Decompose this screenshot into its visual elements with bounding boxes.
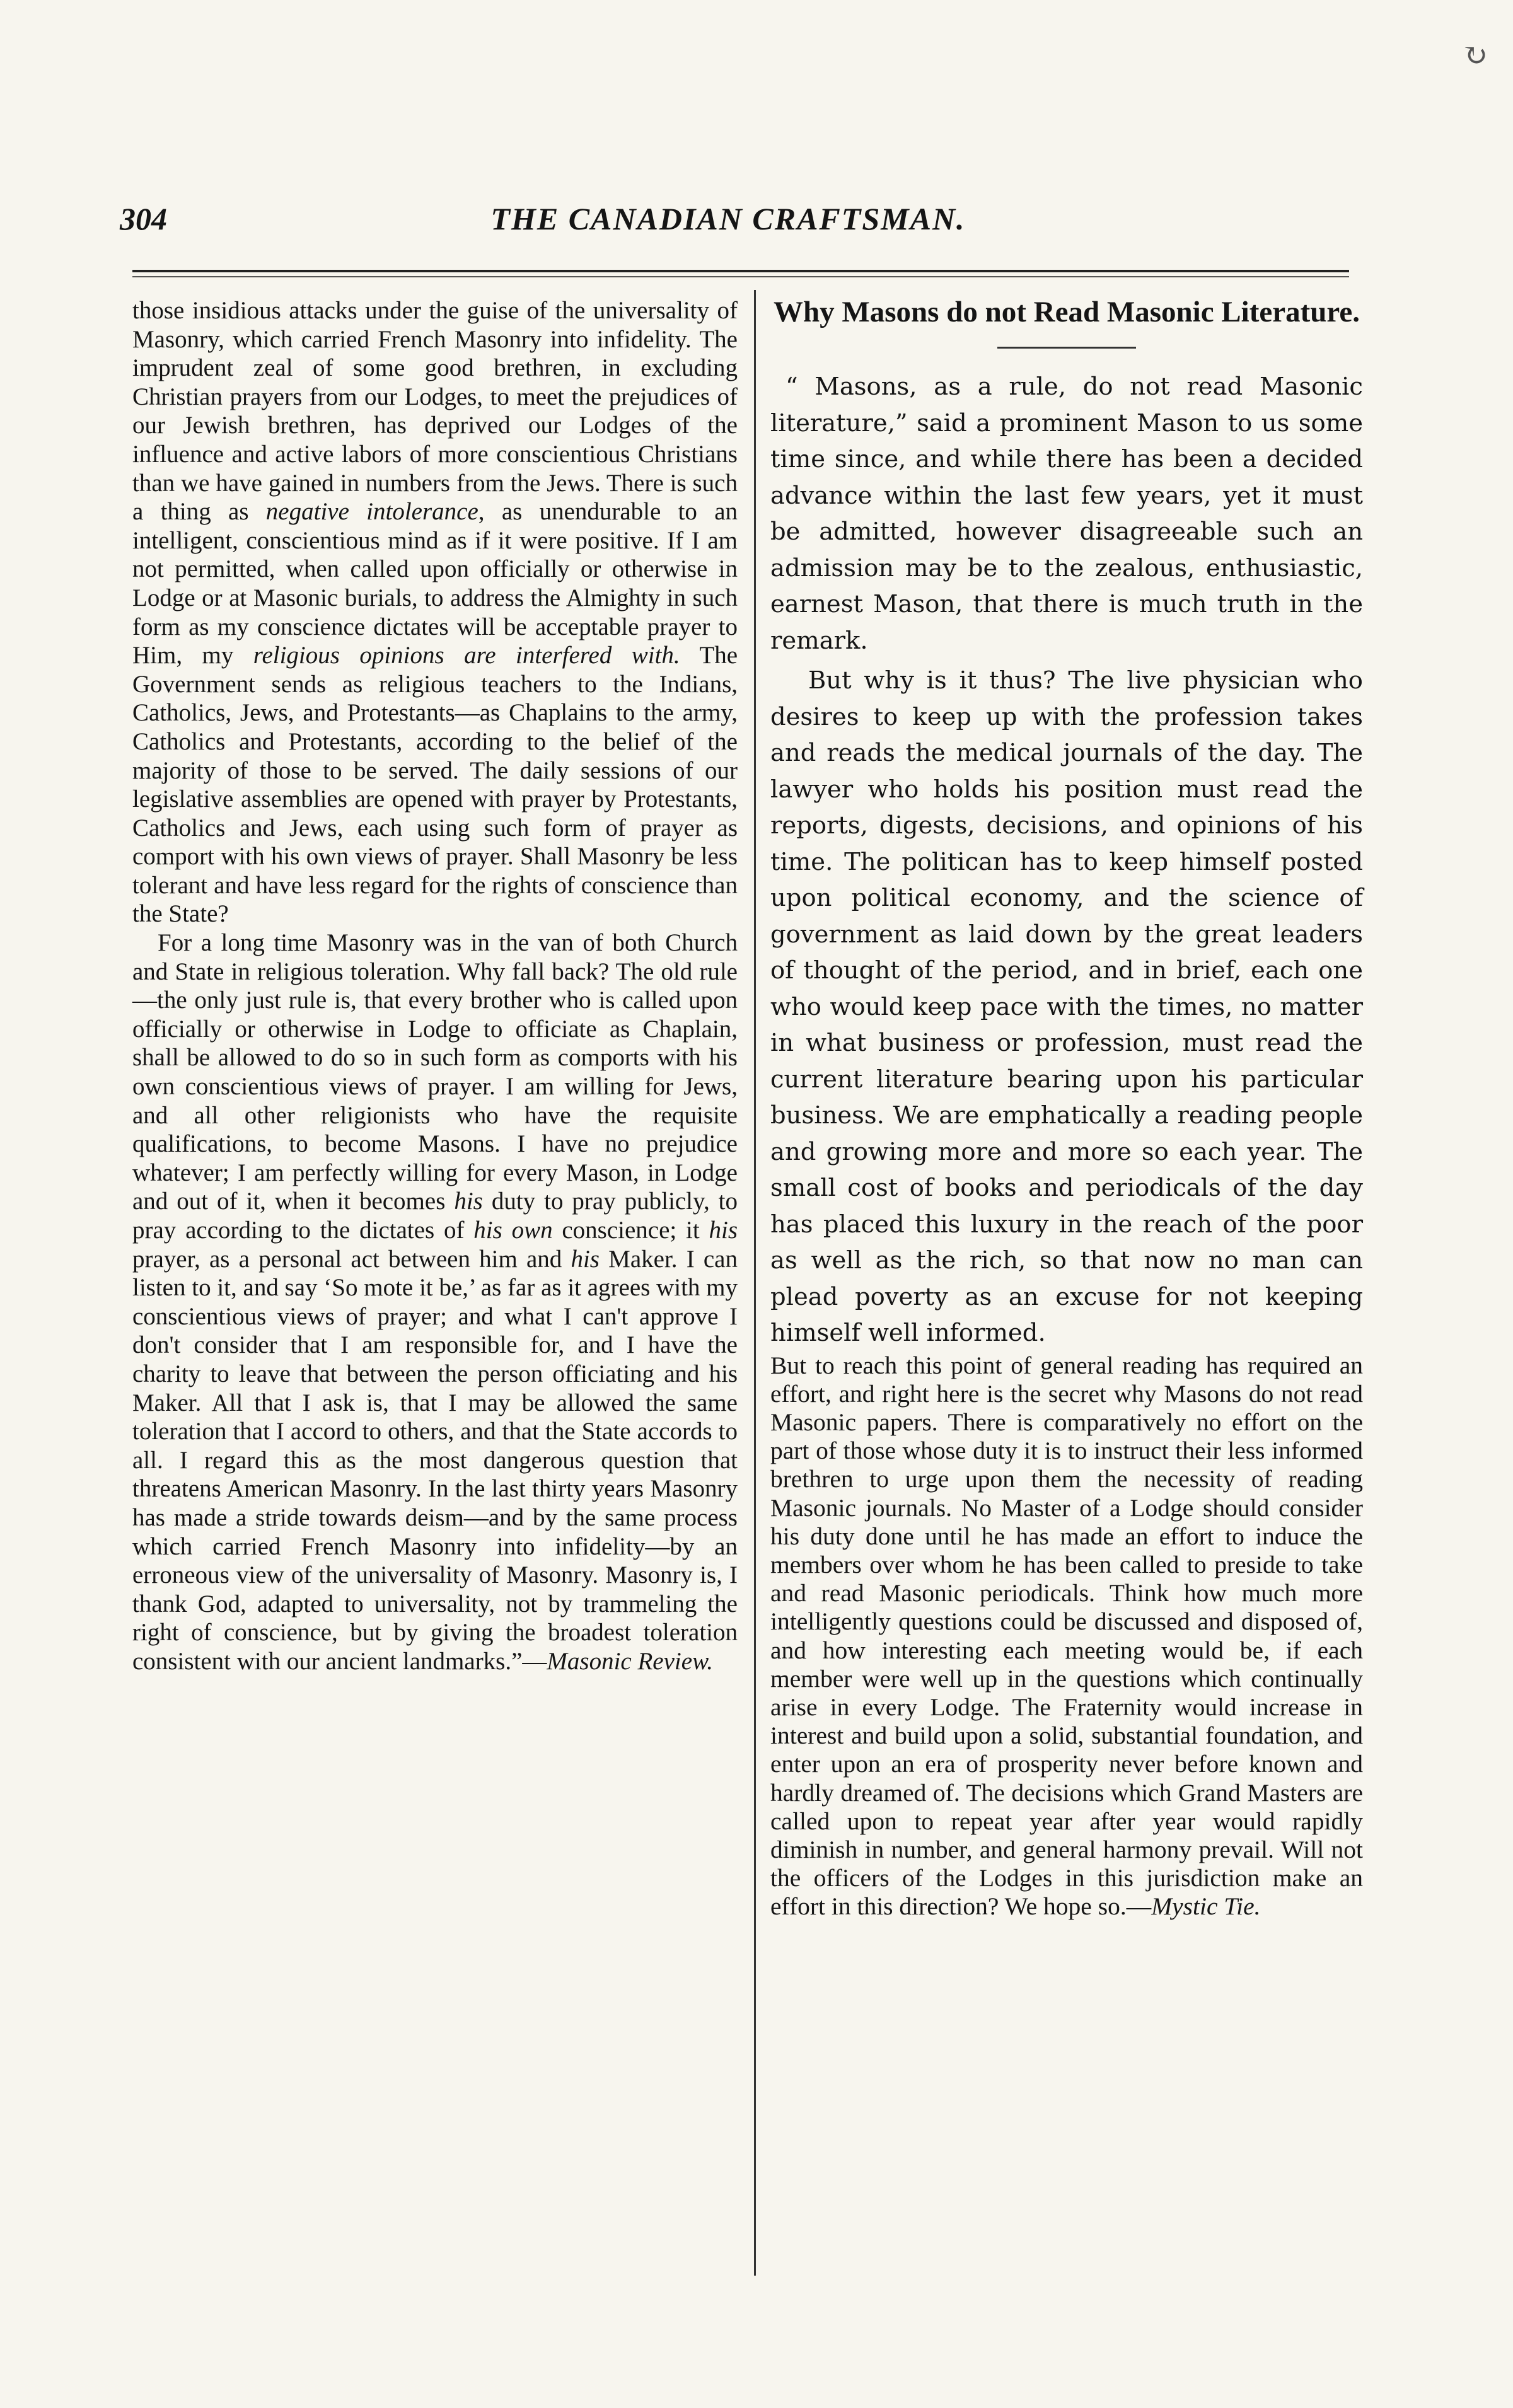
- margin-mark: ↻: [1462, 38, 1488, 73]
- text-run: For a long time Masonry was in the van of both Church and State in religious toleration. Why fall back? The old rule —the only just rule is, that every brother who is called upon officially or otherwise in Lodge to officiate as Chaplain, shall be allowed to do so in such form as comports with his own conscientious views of prayer. I am willing for Jews, and all other religionists who have the requisite qualifications, to become Masons. I have no prejudice whatever; I am perfectly willing for every Mason, in Lodge and out of it, when it becomes: [132, 929, 738, 1215]
- italic-run: negative intolerance: [265, 498, 478, 526]
- source-citation: Masonic Review.: [547, 1647, 713, 1675]
- source-citation: Mystic Tie.: [1151, 1892, 1261, 1921]
- header-rule-thin: [132, 276, 1349, 277]
- right-column: [770, 294, 1363, 1921]
- right-paragraph-2: But why is it thus? The live physician who desires to keep up with the profession takes and reads the medical journals of the day. The lawyer who holds his position must read the reports, digests, decisions, and opinions of his time. The politican has to keep himself posted upon political economy, and the science of government as laid down by the great leaders of thought of the period, and in brief, each one who would keep pace with the times, no matter in what business or profession, must read the current literature bearing upon his particular business. We are emphatically a reading people and growing more and more so each year. The small cost of books and periodicals of the day has placed this luxury in the reach of the poor as well as the rich, so that now no man can plead poverty as an excuse for not keeping himself well informed.: [770, 666, 1363, 1347]
- text-run: duty to pray publicly, to pray according to the dictates of: [132, 1188, 738, 1244]
- right-paragraph-1: “ Masons, as a rule, do not read Masonic literature,” said a prominent Mason to us some time since, and while there has been a decided advance within the last few years, yet it must be admitted, however disagreeable such an admission may be to the zealous, enthusiastic, earnest Mason, that there is much truth in the remark.: [770, 373, 1363, 655]
- text-run: But to reach this point of general reading has required an effort, and right here is the secret why Masons do not read Masonic papers. There is comparatively no effort on the part of those whose duty it is to instruct their less informed brethren to urge upon them the necessity of reading Masonic journals. No Master of a Lodge should consider his duty done until he has made an effort to induce the members over whom he has been called to preside to take and read Masonic periodicals. Think how much more intelligently questions could be discussed and disposed of, and how interesting each meeting would be, if each member were well up in the questions which continually arise in every Lodge. The Fraternity would increase in interest and build upon a solid, substantial foundation, and enter upon an era of prosperity never before known and hardly dreamed of. The decisions which Grand Masters are called upon to repeat year after year would rapidly diminish in number, and general harmony prevail. Will not the officers of the Lodges in this jurisdiction make an effort in this direction? We hope so.—: [770, 1351, 1363, 1921]
- text-run: Maker. I can listen to it, and say ‘So mote it be,’ as far as it agrees with my conscientious views of prayer; and what I can't approve I don't consider that I am responsible for, and I have the charity to leave that between the person officiating and his Maker. All that I ask is, that I may be allowed the same toleration that I accord to others, and that the State accords to all. I regard this as the most dangerous question that threatens American Masonry. In the last thirty years Masonry has made a stride towards deism—and by the same process which carried French Masonry into infidelity—by an erroneous view of the universality of Masonry. Masonry is, I thank God, adapted to universality, not by trammeling the right of conscience, but by giving the broadest toleration consistent with our ancient landmarks.”—: [132, 1245, 738, 1675]
- italic-run: his: [709, 1217, 738, 1244]
- text-run: prayer, as a personal act between him and: [132, 1245, 571, 1273]
- text-run: those insidious attacks under the guise of the universality of Masonry, which carried French Masonry into infidelity. The imprudent zeal of some good brethren, in excluding Christian prayers from our Lodges, to meet the prejudices of our Jewish brethren, has deprived our Lodges of the influence and active labors of more conscientious Christians than we have gained in numbers from the Jews. There is such a thing as: [132, 297, 738, 526]
- italic-run: his own: [473, 1217, 553, 1244]
- left-paragraph-2: [132, 929, 738, 1676]
- running-title: THE CANADIAN CRAFTSMAN.: [490, 201, 966, 236]
- italic-run: his: [454, 1188, 483, 1215]
- left-column: [132, 296, 738, 1676]
- text-run: , as unendurable to an intelligent, conscientious mind as if it were positive. If I am not permitted, when called upon officially or otherwise in Lodge or at Masonic burials, to address the Almighty in such form as my conscience dictates will be acceptable prayer to Him, my: [132, 498, 738, 669]
- text-run: The Government sends as religious teachers to the Indians, Catholics, Jews, and Protestants—as Chaplains to the army, Catholics and Protestants, according to the belief of the majority of those to be served. The daily sessions of our legislative assemblies are opened with prayer by Protestants, Catholics and Jews, each using such form of prayer as comport with his own views of prayer. Shall Masonry be less tolerant and have less regard for the rights of conscience than the State?: [132, 642, 738, 928]
- page-number: 304: [120, 201, 167, 236]
- right-paragraph-3: [770, 1352, 1363, 1921]
- italic-run: religious opinions are interfered with.: [253, 642, 680, 669]
- header-rule: [132, 270, 1349, 272]
- column-divider: [754, 290, 756, 2276]
- page-header: [120, 200, 1336, 251]
- left-paragraph-1: [132, 296, 738, 929]
- italic-run: his: [571, 1245, 600, 1273]
- article-title: Why Masons do not Read Masonic Literature.: [774, 296, 1360, 328]
- title-rule: [997, 347, 1136, 349]
- text-run: conscience; it: [552, 1217, 709, 1244]
